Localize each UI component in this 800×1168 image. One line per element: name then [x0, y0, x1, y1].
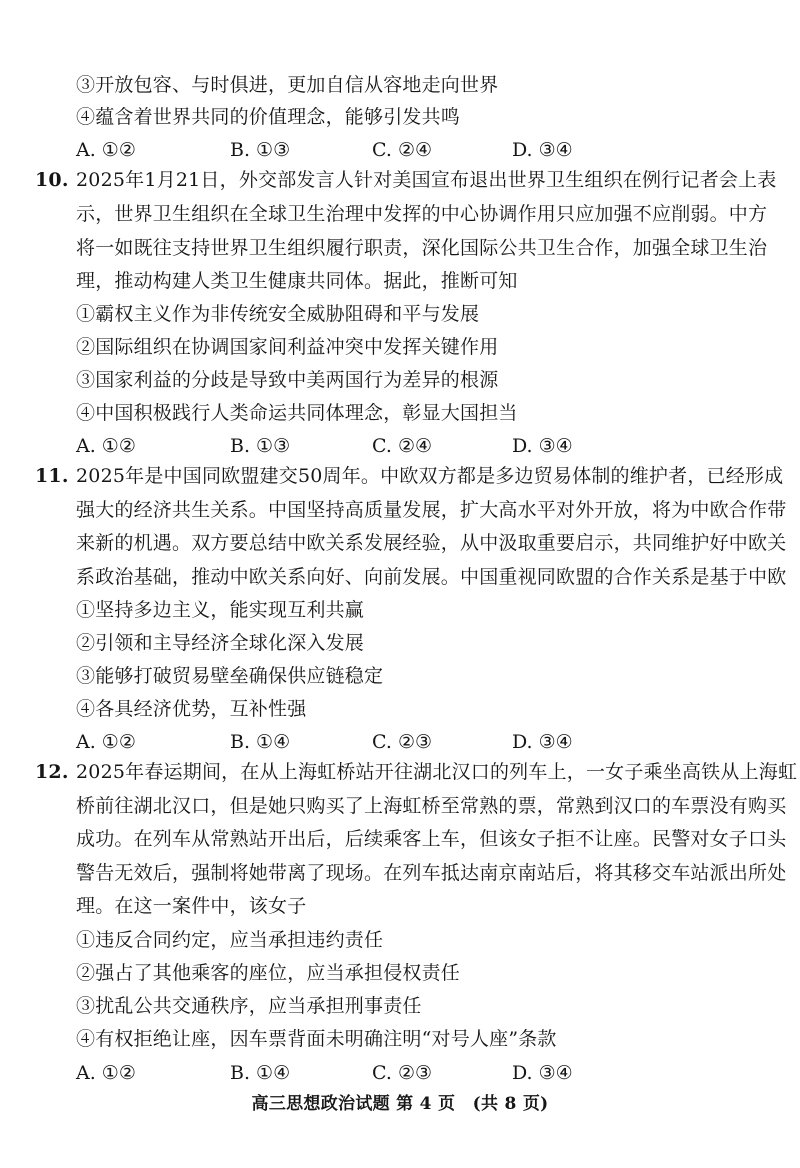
q12-stem-line-3: 成功。在列车从常熟站开出后，后续乘客上车，但该女子拒不让座。民警对女子口头	[76, 828, 787, 850]
q11-item-2: ②引领和主导经济全球化深入发展	[76, 632, 365, 654]
q11-stem-line-3: 来新的机遇。双方要总结中欧关系发展经验，从中汲取重要启示，共同维护好中欧关	[76, 532, 787, 554]
top-choice-c: C. ②④	[372, 139, 433, 161]
q10-choice-d: D. ③④	[512, 435, 573, 457]
q11-item-1: ①坚持多边主义，能实现互利共赢	[76, 599, 365, 621]
q10-item-4: ④中国积极践行人类命运共同体理念，彰显大国担当	[76, 402, 518, 424]
q12-stem-line-4: 警告无效后，强制将她带离了现场。在列车抵达南京南站后，将其移交车站派出所处	[76, 862, 787, 884]
q10-stem-text-1: 2025年1月21日，外交部发言人针对美国宣布退出世界卫生组织在例行记者会上表	[76, 169, 777, 191]
q10-stem-line-4: 理，推动构建人类卫生健康共同体。据此，推断可知	[76, 270, 518, 292]
q10-choice-c: C. ②④	[372, 435, 433, 457]
q12-item-2: ②强占了其他乘客的座位，应当承担侵权责任	[76, 962, 461, 984]
q11-stem-text-1: 2025年是中国同欧盟建交50周年。中欧双方都是多边贸易体制的维护者，已经形成	[76, 465, 784, 487]
q11-item-4: ④各具经济优势，互补性强	[76, 698, 307, 720]
q11-choice-b: B. ①④	[230, 731, 291, 753]
q10-item-2: ②国际组织在协调国家间利益冲突中发挥关键作用	[76, 336, 499, 358]
q12-choice-b: B. ①④	[230, 1062, 291, 1084]
q11-stem-line-4: 系政治基础，推动中欧关系向好、向前发展。中国重视同欧盟的合作关系是基于中欧	[76, 566, 787, 588]
q11-choice-d: D. ③④	[512, 731, 573, 753]
q10-item-3: ③国家利益的分歧是导致中美两国行为差异的根源	[76, 369, 499, 391]
top-choice-a: A. ①②	[76, 139, 136, 161]
q11-stem-line-2: 强大的经济共生关系。中国坚持高质量发展，扩大高水平对外开放，将为中欧合作带	[76, 499, 787, 521]
top-choice-b: B. ①③	[230, 139, 291, 161]
q11-choice-c: C. ②③	[372, 731, 433, 753]
q12-item-3: ③扰乱公共交通秩序，应当承担刑事责任	[76, 995, 422, 1017]
q12-choice-c: C. ②③	[372, 1062, 433, 1084]
q12-number: 12.	[35, 761, 69, 783]
q12-item-1: ①违反合同约定，应当承担违约责任	[76, 929, 384, 951]
q10-stem-line-3: 将一如既往支持世界卫生组织履行职责，深化国际公共卫生合作，加强全球卫生治	[76, 237, 768, 259]
top-item-4: ④蕴含着世界共同的价值理念，能够引发共鸣	[76, 106, 461, 128]
q12-choice-a: A. ①②	[76, 1062, 136, 1084]
top-choice-d: D. ③④	[512, 139, 573, 161]
q12-stem-text-1: 2025年春运期间，在从上海虹桥站开往湖北汉口的列车上，一女子乘坐高铁从上海虹	[76, 761, 798, 783]
q11-choice-a: A. ①②	[76, 731, 136, 753]
page-footer: 高三思想政治试题 第 4 页 (共 8 页)	[251, 1094, 549, 1114]
q10-choice-a: A. ①②	[76, 435, 136, 457]
q12-stem-line-2: 桥前往湖北汉口，但是她只购买了上海虹桥至常熟的票，常熟到汉口的车票没有购买	[76, 795, 787, 817]
q10-choice-b: B. ①③	[230, 435, 291, 457]
q12-stem-line-1	[35, 760, 797, 784]
top-item-3: ③开放包容、与时俱进，更加自信从容地走向世界	[76, 74, 499, 96]
q10-stem-line-2: 示，世界卫生组织在全球卫生治理中发挥的中心协调作用只应加强不应削弱。中方	[76, 203, 768, 225]
q12-item-4: ④有权拒绝让座，因车票背面未明确注明“对号人座”条款	[76, 1028, 557, 1050]
q12-choice-d: D. ③④	[512, 1062, 573, 1084]
q10-stem-line-1	[35, 168, 776, 192]
q10-number: 10.	[35, 169, 69, 191]
q11-item-3: ③能够打破贸易壁垒确保供应链稳定	[76, 665, 384, 687]
q11-number: 11.	[35, 465, 69, 487]
q12-stem-line-5: 理。在这一案件中，该女子	[76, 895, 307, 917]
q10-item-1: ①霸权主义作为非传统安全威胁阻碍和平与发展	[76, 303, 480, 325]
q11-stem-line-1	[35, 464, 783, 488]
